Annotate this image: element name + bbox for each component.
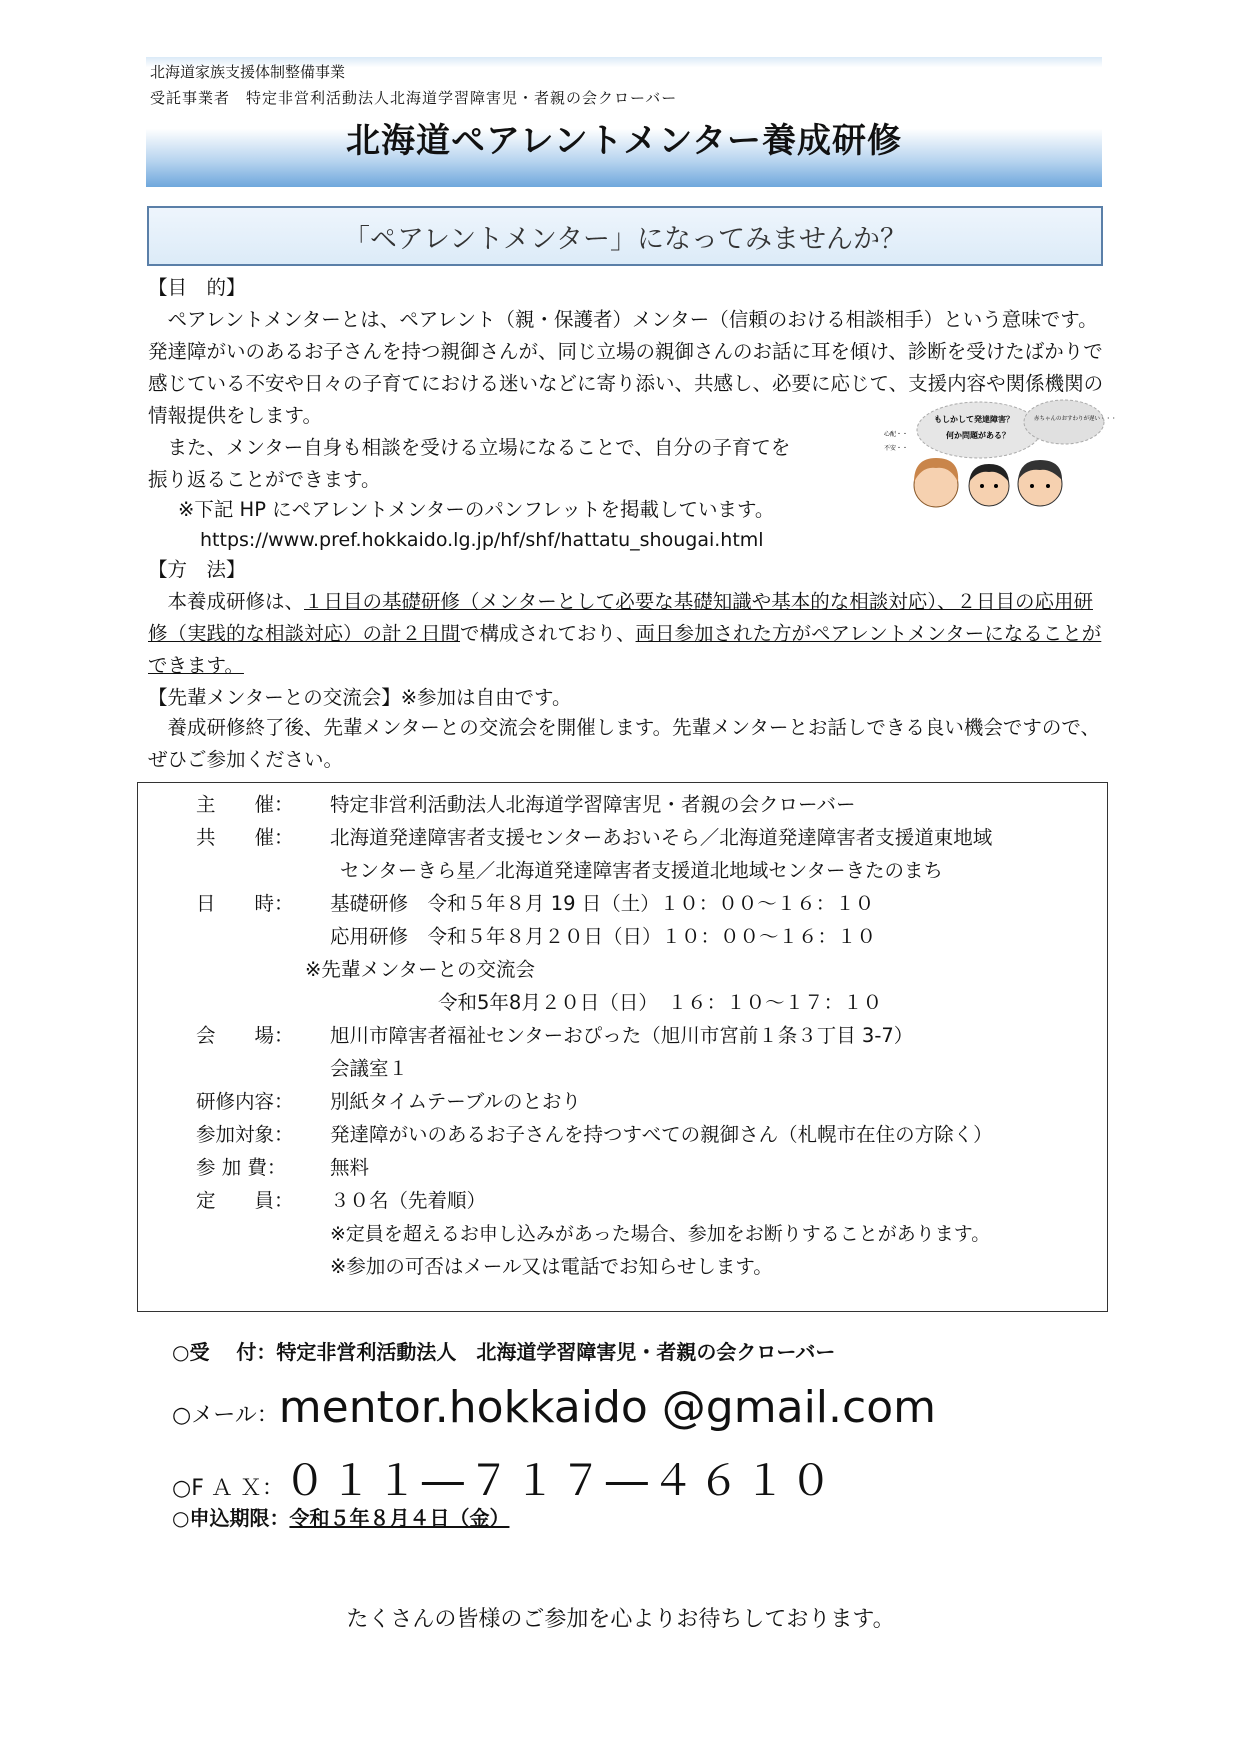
thought-cloud-left <box>917 402 1041 458</box>
cohost-value-1: 北海道発達障害者支援センターあおいそら／北海道発達障害者支援道東地域 <box>330 826 993 849</box>
closing-message: たくさんの皆様のご参加を心よりお待ちしております。 <box>346 1607 895 1632</box>
date-label: 日 時： <box>196 892 294 915</box>
deadline-value: 令和５年８月４日（金） <box>289 1506 510 1530</box>
fax-number: ０１１―７１７―４６１０ <box>283 1456 836 1505</box>
mail-address[interactable]: mentor.hokkaido @gmail.com <box>278 1382 936 1433</box>
bubble-text-1: もしかして発達障害？ <box>934 415 1014 424</box>
exchange-heading: 【先輩メンターとの交流会】※参加は自由です。 <box>148 686 572 709</box>
capacity-note-2: ※参加の可否はメール又は電話でお知らせします。 <box>330 1255 773 1278</box>
date-applied: 応用研修 令和５年８月２０日（日）１０：００～１６：１０ <box>330 925 877 948</box>
capacity-label: 定 員： <box>196 1189 294 1212</box>
contractor-line: 受託事業者 特定非営利活動法人北海道学習障害児・者親の会クローバー <box>150 89 678 107</box>
bubble-text-3: 赤ちゃんのおすわりが遅い・・・ <box>1034 416 1117 422</box>
target-label: 参加対象： <box>196 1123 294 1146</box>
pamphlet-note: ※下記 HP にペアレントメンターのパンフレットを掲載しています。 <box>178 498 775 521</box>
organizer-value: 特定非営利活動法人北海道学習障害児・者親の会クローバー <box>330 793 856 816</box>
mail-label: ○メール： <box>172 1403 279 1428</box>
reception-label: ○受 付： <box>172 1340 277 1364</box>
method-heading: 【方 法】 <box>148 558 246 581</box>
header-banner <box>146 57 1102 187</box>
capacity-value: ３０名（先着順） <box>330 1189 487 1212</box>
project-name: 北海道家族支援体制整備事業 <box>150 63 346 81</box>
reception-line <box>172 1336 835 1365</box>
cohost-label: 共 催： <box>196 826 294 849</box>
content-value: 別紙タイムテーブルのとおり <box>330 1090 581 1113</box>
venue-label: 会 場： <box>196 1024 294 1047</box>
cohost-value-2: センターきら星／北海道発達障害者支援道北地域センターきたのまち <box>340 859 943 882</box>
bubble-text-2: 何か問題がある？ <box>946 431 1010 440</box>
purpose-paragraph-2a: また、メンター自身も相談を受ける立場になることで、自分の子育てを <box>148 436 791 459</box>
thought-cloud-right <box>1024 400 1104 444</box>
page-title: 北海道ペアレントメンター養成研修 <box>345 121 903 161</box>
method-text-1: 本養成研修は、 <box>148 590 305 613</box>
purpose-heading: 【目 的】 <box>148 276 246 299</box>
capacity-note-1: ※定員を超えるお申し込みがあった場合、参加をお断りすることがあります。 <box>330 1223 991 1245</box>
deadline-label: ○申込期限： <box>172 1506 290 1530</box>
purpose-paragraph: ペアレントメンターとは、ペアレント（親・保護者）メンター（信頼のおける相談相手）という意味です。発達障がいのあるお子さんを持つ親御さんが、同じ立場の親御さんのお話に耳を傾け、診断を受けたばかりで感じている不安や日々の子育てにおける迷いなどに寄り添い、共感し、必要に応じて、支援内容や関係機関の情報提供をします。 <box>148 308 1104 427</box>
exchange-note: ※先輩メンターとの交流会 <box>305 958 536 981</box>
method-underline-2: 両日参加された方がペアレントメンターになることができます。 <box>148 622 1102 677</box>
fee-value: 無料 <box>330 1156 370 1179</box>
worried-parents-illustration <box>874 400 1117 510</box>
purpose-paragraph-2b: 振り返ることができます。 <box>148 468 381 491</box>
method-paragraph <box>148 586 1108 682</box>
venue-room: 会議室１ <box>330 1057 409 1080</box>
mail-line <box>172 1382 936 1433</box>
fee-label: 参 加 費： <box>196 1156 287 1179</box>
method-underline-1: １日目の基礎研修（メンターとして必要な基礎知識や基本的な相談対応）、２日目の応用研修（実践的な相談対応）の計２日間 <box>148 590 1093 645</box>
reception-value: 特定非営利活動法人 北海道学習障害児・者親の会クローバー <box>276 1340 836 1364</box>
worry-text-2: 不安・・ <box>884 445 909 452</box>
fax-label: ○F Ａ Ｘ： <box>172 1476 284 1501</box>
exchange-paragraph: 養成研修終了後、先輩メンターとの交流会を開催します。先輩メンターとお話しできる良い機会ですので、ぜひご参加ください。 <box>148 716 1100 771</box>
catchphrase-box <box>147 206 1103 266</box>
date-basic: 基礎研修 令和５年８月 19 日（土）１０：００～１６：１０ <box>330 892 875 915</box>
fax-line <box>172 1448 836 1508</box>
worry-text-1: 心配・・ <box>884 431 909 438</box>
pamphlet-url[interactable]: https://www.pref.hokkaido.lg.jp/hf/shf/hattatu_shougai.html <box>200 529 764 551</box>
deadline-line <box>172 1502 509 1531</box>
exchange-time: 令和5年8月２０日（日） １６：１０～１７：１０ <box>438 991 883 1014</box>
method-text-2: で構成されており、 <box>460 622 636 645</box>
content-label: 研修内容： <box>196 1090 294 1113</box>
catchphrase: 「ペアレントメンター」になってみませんか？ <box>343 223 907 255</box>
organizer-label: 主 催： <box>196 793 294 816</box>
target-value: 発達障がいのあるお子さんを持つすべての親御さん（札幌市在住の方除く） <box>330 1123 993 1146</box>
venue-value: 旭川市障害者福祉センターおぴった（旭川市宮前１条３丁目 3-7） <box>330 1024 914 1047</box>
